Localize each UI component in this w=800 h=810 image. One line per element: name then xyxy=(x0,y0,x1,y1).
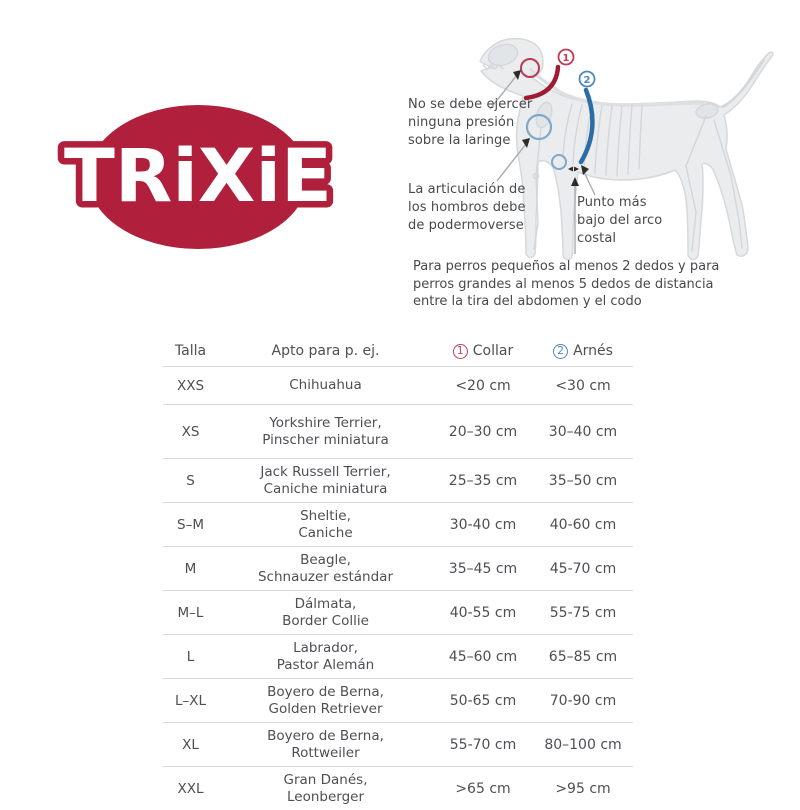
breed-line: Dálmata, xyxy=(294,596,357,612)
note-larynx-line: ninguna presión xyxy=(408,115,515,130)
table-row xyxy=(163,767,633,810)
size-cell: M–L xyxy=(177,604,204,621)
header-breeds: Apto para p. ej. xyxy=(271,343,380,359)
marker-2-number: 2 xyxy=(583,75,591,86)
size-table-header xyxy=(163,336,633,367)
collar-cell: 50-65 cm xyxy=(449,692,517,709)
harness-cell: 65–85 cm xyxy=(548,648,618,665)
breed-line: Sheltie, xyxy=(300,508,351,524)
harness-cell: 70-90 cm xyxy=(549,692,617,709)
breed-line: Labrador, xyxy=(293,640,358,656)
size-cell: S xyxy=(186,472,195,489)
table-row xyxy=(163,591,633,635)
breed-line: Caniche miniatura xyxy=(263,480,388,497)
table-row xyxy=(163,405,633,459)
fitting-footnote-line: perros grandes al menos 5 dedos de distancia xyxy=(413,276,714,292)
breeds-cell xyxy=(218,640,433,673)
logo-text: TRiXiE xyxy=(64,134,332,219)
size-cell: M xyxy=(184,560,197,577)
breed-line: Gran Danés, xyxy=(283,772,368,788)
note-shoulder xyxy=(408,181,526,235)
breed-line: Golden Retriever xyxy=(268,700,383,717)
breed-line: Schnauzer estándar xyxy=(257,568,394,585)
breed-line: Rottweiler xyxy=(291,744,360,761)
harness-cell: 30–40 cm xyxy=(548,423,618,440)
size-cell: XXS xyxy=(176,377,205,394)
breeds-cell xyxy=(218,377,433,394)
size-table xyxy=(163,336,633,810)
collar-cell: 25–35 cm xyxy=(448,472,518,489)
breed-line: Boyero de Berna, xyxy=(267,728,384,744)
trixie-logo xyxy=(48,95,348,255)
breeds-cell xyxy=(218,596,433,629)
note-rib-arch-line: bajo del arco xyxy=(577,213,663,228)
breed-line: Border Collie xyxy=(282,612,369,629)
harness-cell: 80–100 cm xyxy=(544,736,622,753)
breeds-cell xyxy=(218,684,433,717)
note-rib-arch-line: Punto más xyxy=(577,195,647,210)
collar-cell: 45–60 cm xyxy=(448,648,518,665)
breed-line: Pinscher miniatura xyxy=(262,431,389,448)
table-row xyxy=(163,503,633,547)
harness-cell: 55-75 cm xyxy=(549,604,617,621)
note-shoulder-line: los hombros debe xyxy=(408,200,526,215)
breed-line: Yorkshire Terrier, xyxy=(269,415,382,431)
table-row xyxy=(163,679,633,723)
breeds-cell xyxy=(218,508,433,541)
collar-cell: 20–30 cm xyxy=(448,423,518,440)
header-collar xyxy=(433,343,533,359)
size-cell: L xyxy=(186,648,195,665)
header-size: Talla xyxy=(174,343,207,359)
marker-1-number: 1 xyxy=(562,53,570,64)
header-collar-label: Collar xyxy=(472,343,514,359)
note-larynx-line: sobre la laringe xyxy=(408,133,511,148)
breeds-cell xyxy=(218,728,433,761)
breeds-cell xyxy=(218,552,433,585)
size-cell: XS xyxy=(181,423,200,440)
note-rib-arch-line: costal xyxy=(577,231,617,246)
breed-line: Jack Russell Terrier, xyxy=(260,464,391,480)
harness-cell: 40-60 cm xyxy=(549,516,617,533)
harness-cell: 45-70 cm xyxy=(549,560,617,577)
header-harness-label: Arnés xyxy=(573,343,613,359)
breed-line: Pastor Alemán xyxy=(276,656,375,673)
collar-cell: 40-55 cm xyxy=(449,604,517,621)
note-larynx-line: No se debe ejercer xyxy=(408,97,533,112)
breed-line: Boyero de Berna, xyxy=(267,684,384,700)
breed-line: Caniche xyxy=(298,524,353,541)
harness-cell: 35–50 cm xyxy=(548,472,618,489)
breeds-cell xyxy=(218,464,433,497)
harness-cell: <30 cm xyxy=(555,377,611,394)
harness-2-badge xyxy=(553,344,568,359)
note-rib-arch xyxy=(577,194,662,248)
size-cell: S–M xyxy=(177,516,204,533)
table-row xyxy=(163,367,633,405)
breed-line: Beagle, xyxy=(300,552,351,568)
collar-cell: <20 cm xyxy=(455,377,511,394)
note-shoulder-line: La articulación de xyxy=(408,182,526,197)
breeds-cell xyxy=(218,415,433,448)
collar-1-number: 1 xyxy=(456,345,464,357)
fitting-footnote-line: Para perros pequeños al menos 2 dedos y para xyxy=(413,259,720,274)
size-cell: XXL xyxy=(177,780,204,797)
size-cell: L–XL xyxy=(174,692,207,709)
harness-cell: >95 cm xyxy=(555,780,611,797)
collar-cell: 55-70 cm xyxy=(449,736,517,753)
header-harness xyxy=(533,343,633,359)
table-row xyxy=(163,723,633,767)
note-larynx xyxy=(408,96,532,150)
fitting-footnote xyxy=(413,258,719,311)
breed-line: Leonberger xyxy=(286,788,365,805)
note-shoulder-line: de podermoverse xyxy=(408,218,524,233)
table-row xyxy=(163,459,633,503)
fitting-footnote-line: entre la tira del abdomen y el codo xyxy=(413,294,642,309)
table-row xyxy=(163,635,633,679)
collar-cell: >65 cm xyxy=(455,780,511,797)
size-cell: XL xyxy=(182,736,199,753)
collar-1-badge xyxy=(453,344,468,359)
breeds-cell xyxy=(218,772,433,805)
harness-2-number: 2 xyxy=(557,345,564,357)
collar-cell: 30-40 cm xyxy=(449,516,517,533)
table-row xyxy=(163,547,633,591)
collar-cell: 35–45 cm xyxy=(448,560,518,577)
breed-line: Chihuahua xyxy=(289,377,362,394)
